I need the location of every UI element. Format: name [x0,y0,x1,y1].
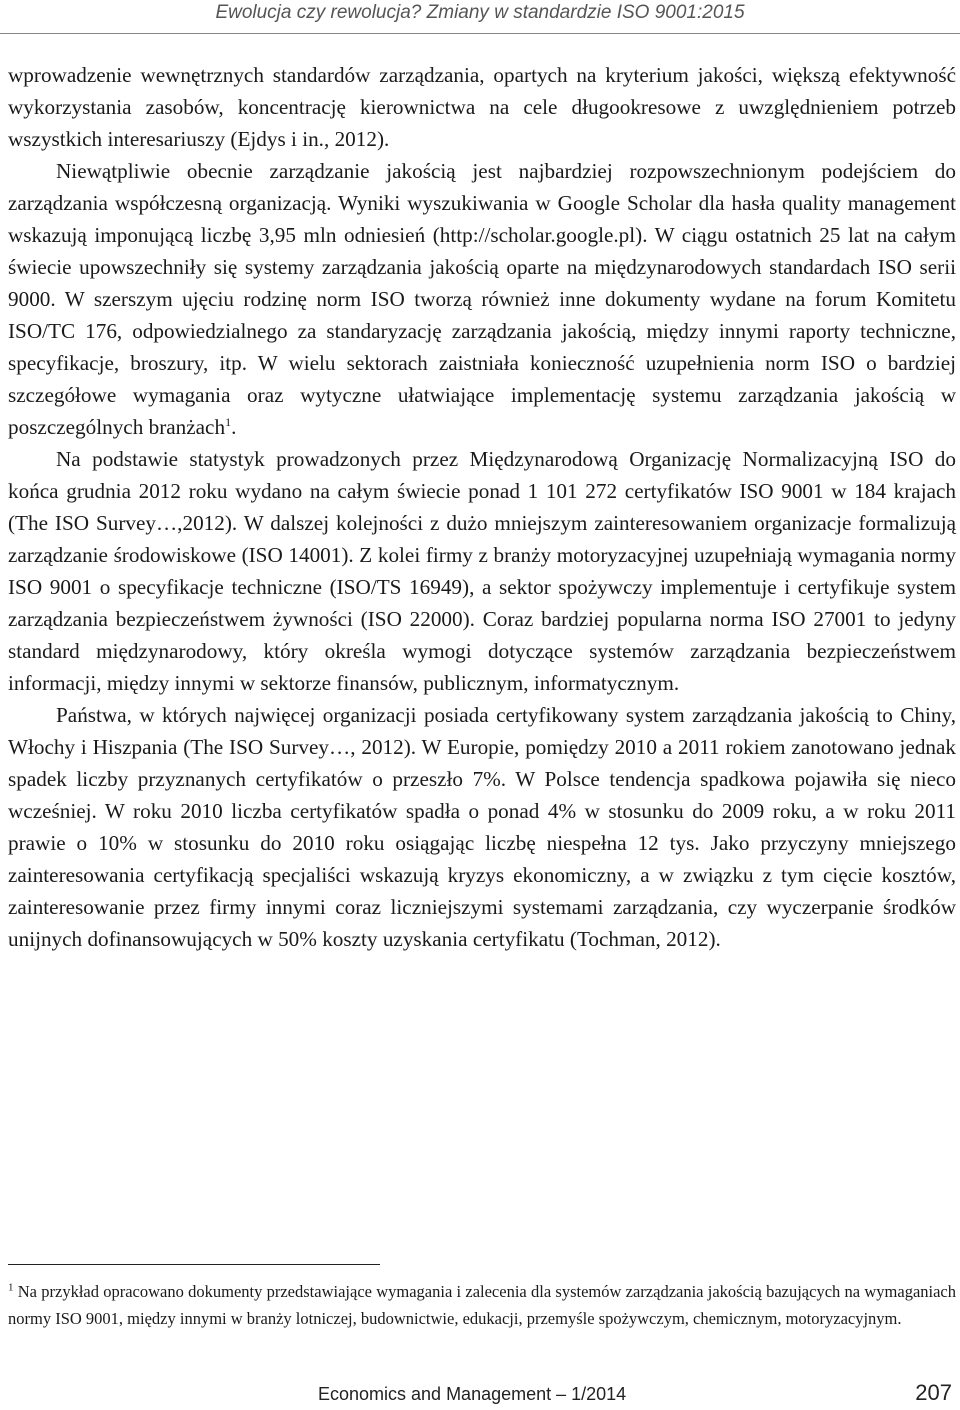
footnote-divider [8,1264,380,1265]
journal-name: Economics and Management – 1/2014 [318,1384,627,1404]
paragraph-2 [8,155,956,443]
page-footer [0,1380,960,1410]
paragraph-3: Na podstawie statystyk prowadzonych przez Międzynarodową Organizację Normalizacyjną ISO do końca grudnia 2012 roku wydano na całym świecie ponad 1 101 272 certyfikatów ISO 9001 w 184 krajach (The ISO Survey…,2012). W dalszej kolejności z dużo mniejszym zainteresowaniem organizacje formalizują zarządzanie środowiskowe (ISO 14001). Z kolei firmy z branży motoryzacyjnej uzupełniają wymagania normy ISO 9001 o specyfikacje techniczne (ISO/TS 16949), a sektor spożywczy implementuje i certyfikuje system zarządzania bezpieczeństwem żywności (ISO 22000). Coraz bardziej popularna norma ISO 27001 to jedyny standard międzynarodowy, który określa wymogi dotyczące systemów zarządzania bezpieczeństwem informacji, między innymi w sektorze finansów, publicznym, informatycznym. [8,447,956,695]
paragraph-4: Państwa, w których najwięcej organizacji posiada certyfikowany system zarządzania jakością to Chiny, Włochy i Hiszpania (The ISO Survey…, 2012). W Europie, pomiędzy 2010 a 2011 rokiem zanotowano jednak spadek liczby przyznanych certyfikatów o przeszło 7%. W Polsce tendencja spadkowa pojawiła się nieco wcześniej. W roku 2010 liczba certyfikatów spadła o ponad 4% w stosunku do 2009 roku, a w roku 2011 prawie o 10% w stosunku do 2010 roku osiągając liczbę niespełna 12 tys. Jako przyczyny mniejszego zainteresowania certyfikacją specjaliści wskazują kryzys ekonomiczny, a w związku z tym cięcie kosztów, zainteresowanie przez firmy innymi coraz liczniejszymi systemami zarządzania, czy wyczerpanie środków unijnych dofinansowujących w 50% koszty uzyskania certyfikatu (Tochman, 2012). [8,703,956,951]
footnote [8,1278,956,1332]
footnote-reference[interactable]: 1 [225,414,232,429]
running-header: Ewolucja czy rewolucja? Zmiany w standardzie ISO 9001:2015 [215,2,745,23]
footnote-text: Na przykład opracowano dokumenty przedstawiające wymagania i zalecenia dla systemów zarządzania jakością bazujących na wymaganiach normy ISO 9001, między innymi w branży lotniczej, budownictwie, edukacji, przemyśle spożywczym, chemicznym, motoryzacyjnym. [8,1282,956,1328]
footnote-marker: 1 [8,1281,14,1294]
paragraph-1: wprowadzenie wewnętrznych standardów zarządzania, opartych na kryterium jakości, większą efektywność wykorzystania zasobów, koncentrację kierownictwa na cele długookresowe z uwzględnieniem potrzeb wszystkich interesariuszy (Ejdys i in., 2012). [8,63,956,151]
paragraph-2-text: Niewątpliwie obecnie zarządzanie jakością jest najbardziej rozpowszechnionym podejściem do zarządzania współczesną organizacją. Wyniki wyszukiwania w Google Scholar dla hasła quality management wskazują imponującą liczbę 3,95 mln odniesień (http://scholar.google.pl). W ciągu ostatnich 25 lat na całym świecie upowszechniły się systemy zarządzania jakością oparte na międzynarodowych standardach ISO serii 9000. W szerszym ujęciu rodzinę norm ISO tworzą również inne dokumenty wydane na forum Komitetu ISO/TC 176, odpowiedzialnego za standaryzację zarządzania jakością, między innymi raporty techniczne, specyfikacje, broszury, itp. W wielu sektorach zaistniała konieczność uzupełnienia norm ISO o bardziej szczegółowe wymagania oraz wytyczne ułatwiające implementację systemu zarządzania jakością w poszczególnych branżach [8,159,956,439]
header-divider [0,33,960,34]
paragraph-2-end: . [231,415,237,439]
body-text [8,59,956,955]
footnote-paragraph [8,1278,956,1332]
page-number: 207 [915,1380,952,1405]
